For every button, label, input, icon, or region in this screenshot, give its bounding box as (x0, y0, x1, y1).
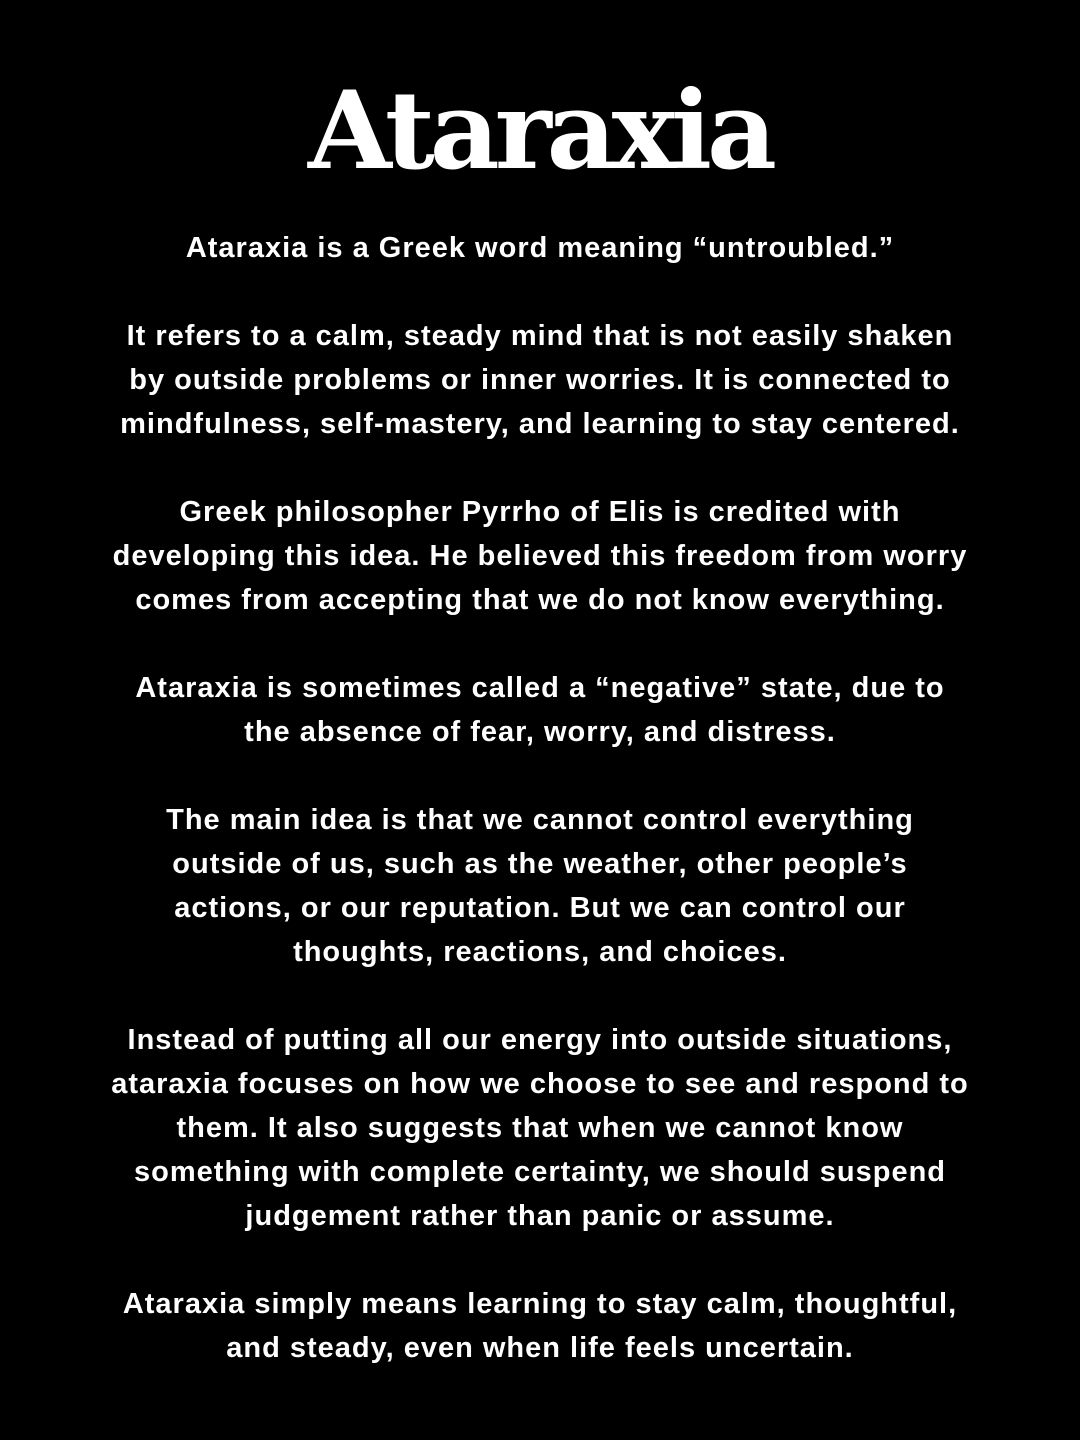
paragraph-line: thoughts, reactions, and choices. (293, 936, 787, 968)
paragraph-main-idea (60, 798, 1020, 974)
article-body (60, 226, 1020, 1370)
paragraph-line: something with complete certainty, we should suspend (133, 1156, 947, 1188)
paragraph-line: Instead of putting all our energy into outside situations, (127, 1024, 953, 1056)
paragraph-origin (60, 490, 1020, 622)
paragraph-line: the absence of fear, worry, and distress. (244, 716, 836, 748)
paragraph-line: It refers to a calm, steady mind that is not easily shaken (126, 320, 954, 352)
paragraph-line: Ataraxia is sometimes called a “negative” state, due to (135, 672, 945, 704)
page-title: Ataraxia (307, 68, 773, 194)
paragraph-line: mindfulness, self-mastery, and learning to stay centered. (120, 408, 960, 440)
paragraph-line: Ataraxia simply means learning to stay calm, thoughtful, (122, 1288, 958, 1320)
paragraph-negative-state (60, 666, 1020, 754)
paragraph-line: judgement rather than panic or assume. (245, 1200, 835, 1232)
paragraph-line: Ataraxia is a Greek word meaning “untroubled.” (185, 232, 895, 264)
paragraph-line: and steady, even when life feels uncertain. (226, 1332, 854, 1364)
paragraph-summary (60, 1282, 1020, 1370)
paragraph-line: comes from accepting that we do not know everything. (135, 584, 945, 616)
paragraph-line: by outside problems or inner worries. It is connected to (129, 364, 951, 396)
paragraph-line: them. It also suggests that when we cannot know (176, 1112, 904, 1144)
paragraph-line: actions, or our reputation. But we can control our (174, 892, 906, 924)
paragraph-line: developing this idea. He believed this freedom from worry (112, 540, 968, 572)
paragraph-focus (60, 1018, 1020, 1238)
paragraph-line: Greek philosopher Pyrrho of Elis is credited with (179, 496, 901, 528)
paragraph-meaning (60, 314, 1020, 446)
paragraph-definition (60, 226, 1020, 270)
paragraph-line: outside of us, such as the weather, other people’s (172, 848, 908, 880)
paragraph-line: The main idea is that we cannot control everything (166, 804, 914, 836)
paragraph-line: ataraxia focuses on how we choose to see and respond to (111, 1068, 969, 1100)
